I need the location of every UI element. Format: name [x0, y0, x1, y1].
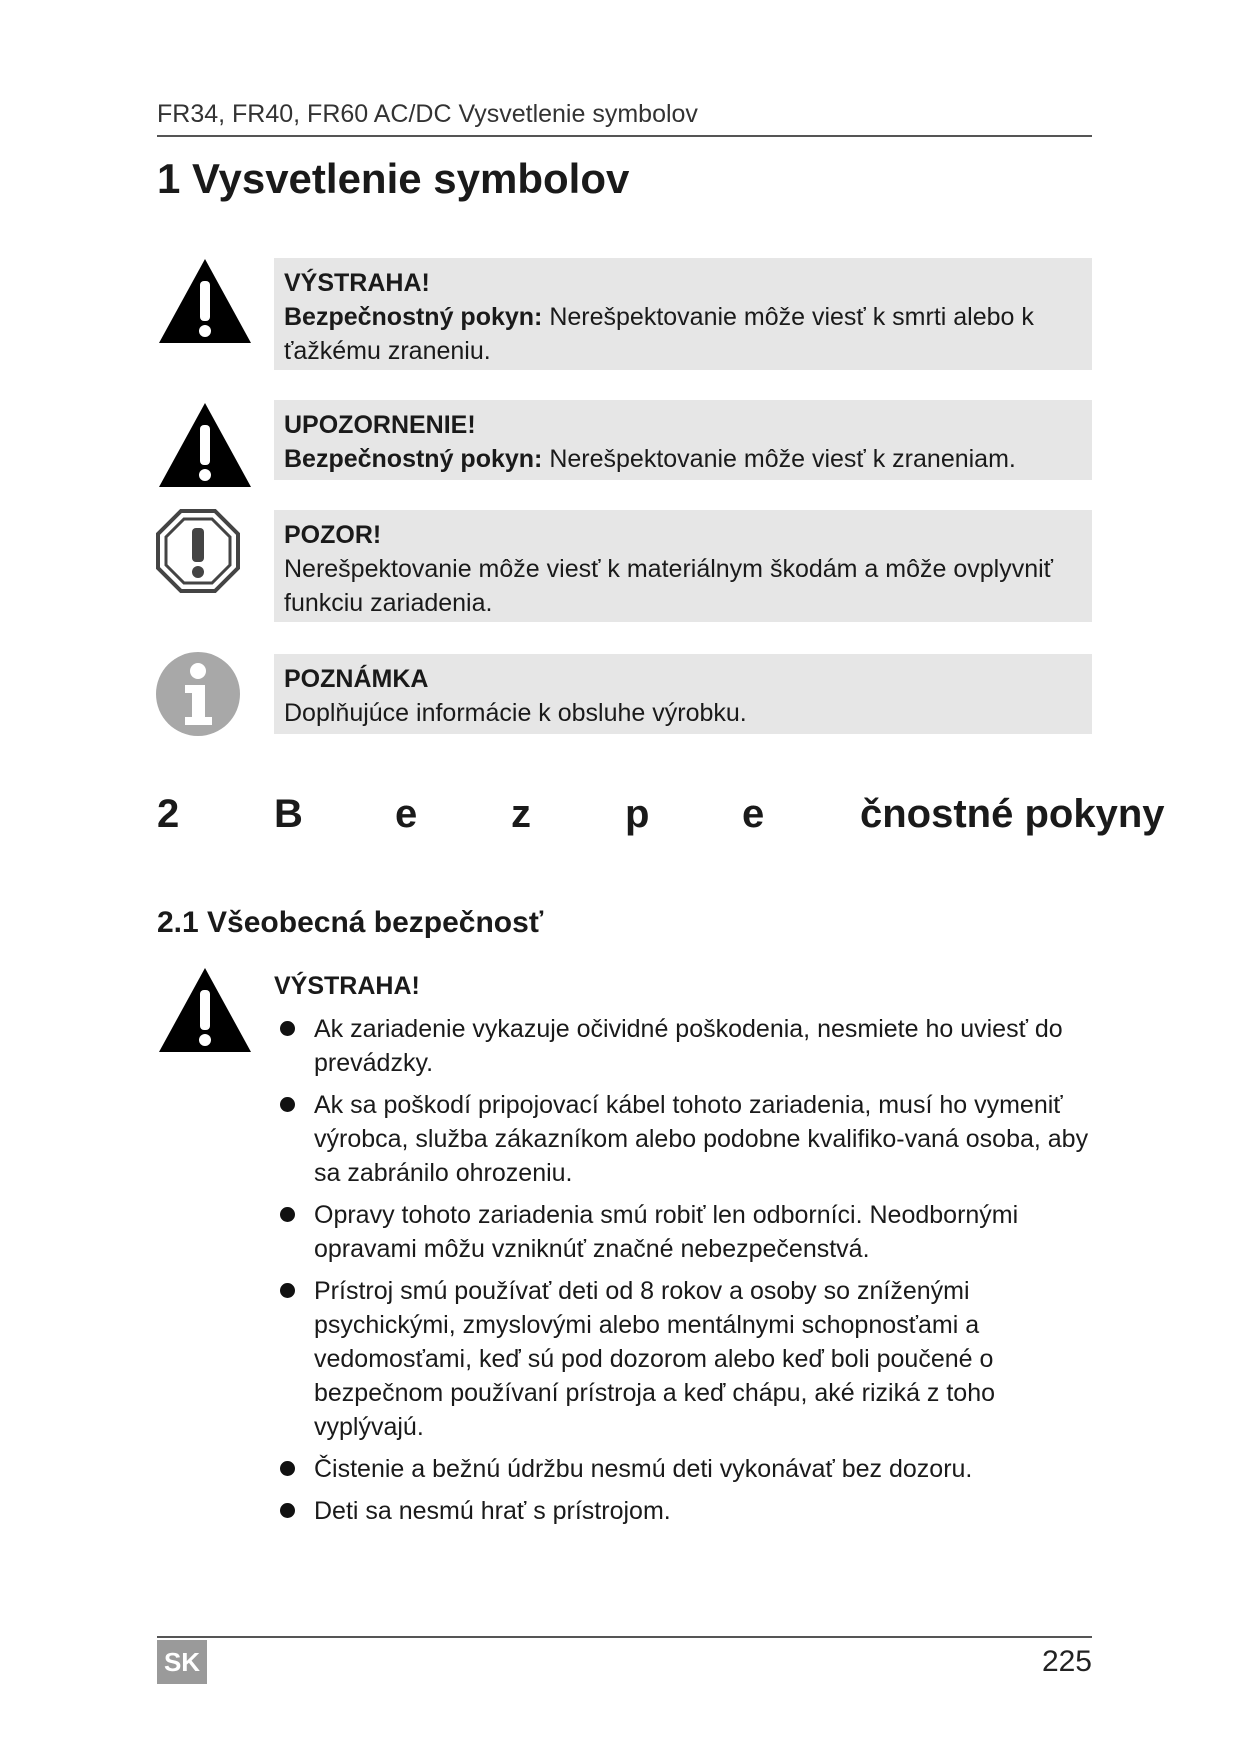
- list-item: Čistenie a bežnú údržbu nesmú deti vykonávať bez dozoru.: [274, 1452, 1104, 1486]
- callout-title: UPOZORNENIE!: [284, 411, 476, 439]
- safety-warning-title: VÝSTRAHA!: [274, 972, 420, 1000]
- bullet-icon: [280, 1207, 295, 1222]
- notice-octagon-icon: [155, 508, 241, 594]
- bullet-icon: [280, 1021, 295, 1036]
- list-item: Prístroj smú používať deti od 8 rokov a osoby so zníženými psychickými, zmyslovými alebo mentálnymi schopnosťami a vedomosťami, keď sú pod dozorom alebo keď boli poučené o bezpečnom používaní prístroja a keď chápu, aké riziká z toho vyplývajú.: [274, 1274, 1104, 1444]
- callout-title: POZNÁMKA: [284, 665, 429, 693]
- running-header: FR34, FR40, FR60 AC/DC Vysvetlenie symbolov: [157, 100, 1092, 137]
- section-2-title-part: B: [274, 792, 303, 836]
- info-callout: [274, 654, 1092, 734]
- list-item: Ak sa poškodí pripojovací kábel tohoto zariadenia, musí ho vymeniť výrobca, služba zákazníkom alebo podobne kvalifiko-vaná osoba, aby sa zabránilo ohrozeniu.: [274, 1088, 1104, 1190]
- section-2-title-part: čnostné pokyny: [860, 792, 1165, 836]
- list-item: Opravy tohoto zariadenia smú robiť len odborníci. Neodbornými opravami môžu vzniknúť značné nebezpečenstvá.: [274, 1198, 1104, 1266]
- caution-callout: [274, 400, 1092, 480]
- callout-lead: Bezpečnostný pokyn:: [284, 303, 543, 331]
- bullet-icon: [280, 1283, 295, 1298]
- bullet-icon: [280, 1461, 295, 1476]
- warning-triangle-icon: [157, 257, 253, 347]
- caution-triangle-icon: [157, 401, 253, 491]
- bullet-icon: [280, 1503, 295, 1518]
- list-item: Ak zariadenie vykazuje očividné poškodenia, nesmiete ho uviesť do prevádzky.: [274, 1012, 1104, 1080]
- info-circle-icon: [155, 651, 241, 737]
- bullet-icon: [280, 1097, 295, 1112]
- section-2-title-part: e: [742, 792, 765, 836]
- page-number: 225: [1041, 1645, 1092, 1678]
- section-2-title-part: p: [625, 792, 650, 836]
- callout-title: POZOR!: [284, 521, 382, 549]
- language-badge: SK: [157, 1640, 207, 1684]
- section-2-title-part: z: [511, 792, 531, 836]
- list-item: Deti sa nesmú hrať s prístrojom.: [274, 1494, 1104, 1528]
- section-2-title-part: e: [395, 792, 418, 836]
- warning-triangle-icon: [157, 966, 253, 1056]
- callout-text: Doplňujúce informácie k obsluhe výrobku.: [284, 699, 747, 727]
- footer-divider: [157, 1636, 1092, 1638]
- warning-callout: [274, 258, 1092, 370]
- callout-title: VÝSTRAHA!: [284, 269, 430, 297]
- safety-bullet-list: [274, 1012, 1104, 1536]
- section-2-title-part: 2: [157, 792, 180, 836]
- callout-lead: Bezpečnostný pokyn:: [284, 445, 543, 473]
- notice-callout: [274, 510, 1092, 622]
- subsection-title: 2.1 Všeobecná bezpečnosť: [157, 906, 544, 939]
- callout-text: Nerešpektovanie môže viesť k zraneniam.: [542, 445, 1016, 473]
- section-1-title: 1 Vysvetlenie symbolov: [157, 155, 630, 202]
- callout-text: Nerešpektovanie môže viesť k smrti alebo k ťažkému zraneniu.: [284, 303, 1034, 365]
- callout-text: Nerešpektovanie môže viesť k materiálnym škodám a môže ovplyvniť funkciu zariadenia.: [284, 555, 1054, 617]
